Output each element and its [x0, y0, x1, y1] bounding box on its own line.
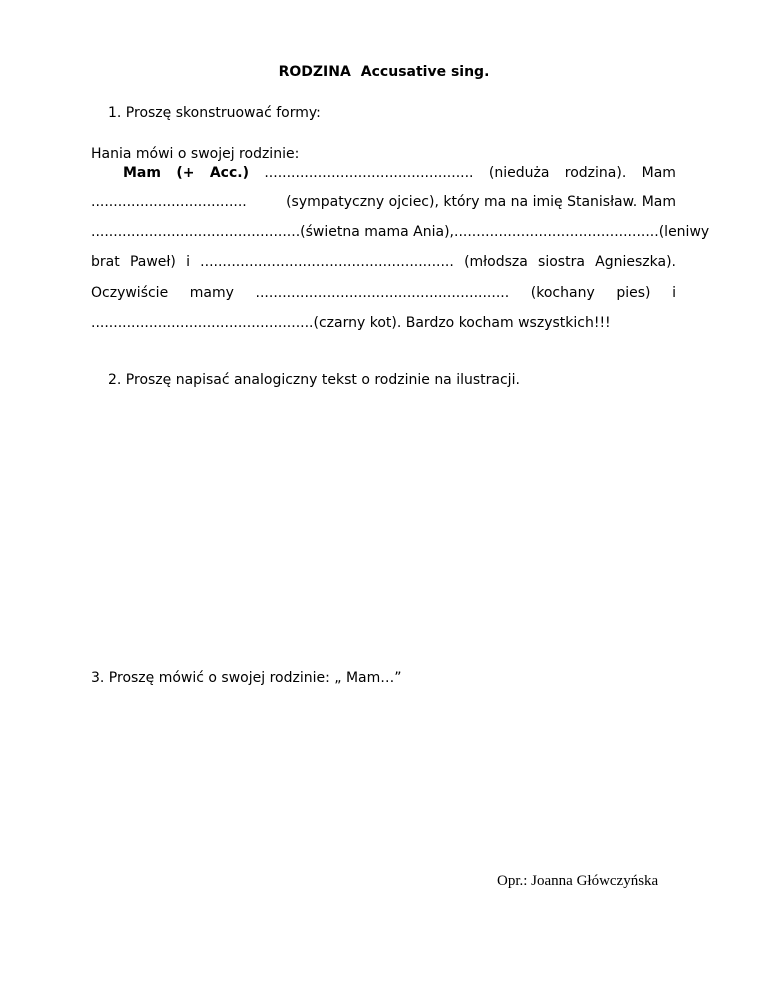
word: mamy [189, 285, 234, 301]
exercise-line-1 [123, 164, 676, 182]
exercise-line-5 [91, 284, 676, 302]
blank: ............................................... [264, 165, 474, 181]
blank: ............................................... [91, 224, 301, 240]
blank: .................................................. [91, 315, 314, 331]
phrase: (czarny kot). Bardzo kocham wszystkich!!! [313, 315, 611, 331]
blank: .............................................. [454, 224, 659, 240]
word: (młodsza [464, 254, 528, 270]
word: Oczywiście [91, 285, 169, 301]
word: (+ [176, 165, 195, 181]
exercise-line-2 [91, 193, 676, 211]
task2-heading: 2. Proszę napisać analogiczny tekst o rodzinie na ilustracji. [108, 372, 520, 388]
word: Mam [641, 165, 676, 181]
phrase: (świetna mama Ania), [300, 224, 454, 240]
task3-heading: 3. Proszę mówić o swojej rodzinie: „ Mam…” [91, 670, 402, 686]
word: siostra [538, 254, 585, 270]
exercise-line-4 [91, 253, 676, 271]
word: (kochany [530, 285, 595, 301]
word: Mam [123, 165, 161, 181]
title-sub: Accusative sing. [360, 64, 490, 80]
blank: ................................... [91, 194, 247, 210]
exercise-line-6 [91, 314, 611, 332]
word: Acc.) [209, 165, 249, 181]
author-signature: Opr.: Joanna Główczyńska [497, 873, 659, 889]
exercise-line-3 [91, 223, 710, 241]
word: brat [91, 254, 120, 270]
blank: ......................................................... [255, 285, 510, 301]
word: (nieduża [488, 165, 550, 181]
word: Agnieszka). [595, 254, 676, 270]
phrase: (sympatyczny ojciec), który ma na imię Stanisław. Mam [286, 194, 676, 210]
word: i [672, 285, 676, 301]
word: rodzina). [564, 165, 627, 181]
task1-heading: 1. Proszę skonstruować formy: [108, 105, 321, 121]
title-main: RODZINA [278, 64, 351, 80]
word: Paweł) [129, 254, 176, 270]
blank: ......................................................... [200, 254, 454, 270]
phrase: (leniwy [658, 224, 710, 240]
word: pies) [616, 285, 651, 301]
word: i [186, 254, 190, 270]
document-title [0, 64, 768, 80]
task1-intro: Hania mówi o swojej rodzinie: [91, 146, 300, 162]
